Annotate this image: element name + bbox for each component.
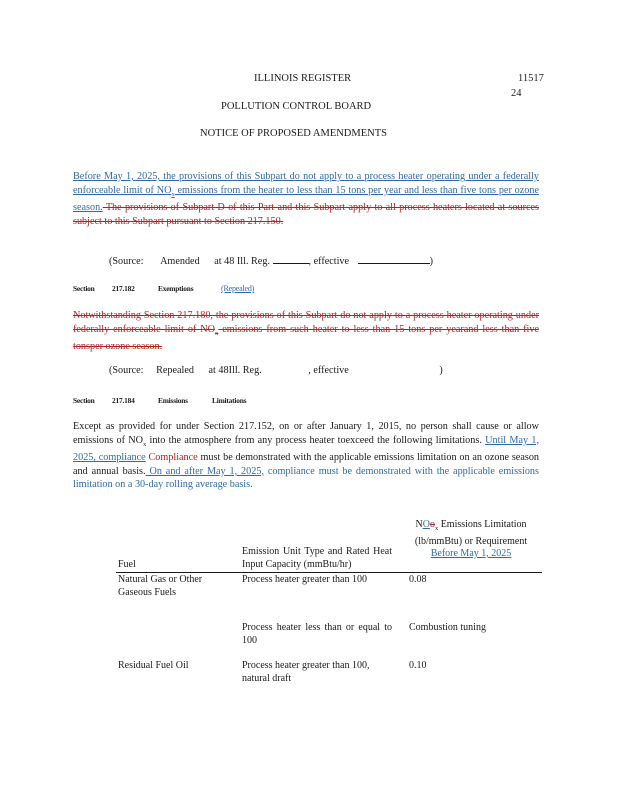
source-close: ) (439, 365, 443, 376)
inserted-date-header: Before May 1, 2025 (430, 548, 512, 559)
struck-compliance-text: Compliance (145, 452, 198, 464)
inserted-text: Before May 1, 2025, the provisions of this Subpart do not apply to a process heater operating under a federally enforceable limit of NO (73, 171, 539, 196)
fuel-column-header: Fuel (118, 559, 136, 570)
source-effective: , effective (308, 365, 349, 376)
source-action: Repealed (156, 365, 194, 376)
blank-line (273, 254, 309, 264)
source-citation: at 48Ill. Reg. (208, 365, 262, 376)
header-text: Emissions Limitation (lb/mmBtu) or Requirement (414, 519, 528, 547)
table-row-unit: Process heater less than or equal to 100 (242, 622, 392, 646)
table-row-limit: 0.08 (409, 574, 427, 585)
table-row-unit: Process heater greater than 100 (242, 574, 367, 585)
source-note-amended (109, 254, 433, 267)
body-text: must be demonstrated with the applicable emissions limitation on an ozone season and annual basis. (73, 452, 540, 477)
table-row-fuel: Natural Gas or Other Gaseous Fuels (118, 574, 203, 598)
inserted-text-continued: compliance must be demonstrated with the applicable emissions limitation on a 30-day rolling average basis. (73, 465, 539, 491)
inserted-text: emissions from the heater to less than 15 tons per year and less than five tons per ozone season. (73, 184, 539, 214)
deleted-text: emissions from such heater to less than 15 tons per yearand less than five tonsper ozone season. (73, 323, 539, 353)
deleted-text: The provisions of Subpart D of this Part and this Subpart apply to all process heaters located at sources subject to this Subpart pursuant to Section 217.150. (73, 202, 539, 227)
table-row-unit: Process heater greater than 100, natural draft (242, 660, 370, 684)
section-title: Emissions (158, 396, 188, 405)
source-action: Amended (160, 256, 200, 267)
body-text: into the atmosphere from any process heater toexceed the following limitations. (146, 434, 482, 446)
table-row-limit: Combustion tuning (409, 622, 486, 633)
subpart-applicability-paragraph (73, 170, 539, 228)
subscript-x: x (171, 190, 175, 198)
subscript-x: x (142, 440, 147, 448)
table-row-fuel: Residual Fuel Oil (118, 660, 189, 671)
section-title-continued: Limitations (212, 396, 247, 405)
source-note-repealed (109, 365, 443, 376)
section-label: Section (73, 396, 95, 405)
blank-line (358, 254, 430, 264)
inserted-text: Until May 1, 2025, compliance (73, 434, 539, 464)
emissions-limitations-paragraph (73, 420, 539, 492)
limit-column-header (405, 519, 537, 561)
board-title: POLLUTION CONTROL BOARD (221, 101, 372, 112)
source-label: (Source: (109, 256, 144, 267)
inserted-text: On and after May 1, 2025, (145, 465, 264, 477)
inserted-letter: O (422, 519, 430, 530)
section-status-repealed: (Repealed) (221, 284, 255, 293)
deleted-text: Notwithstanding Section 217.180, the provisions of this Subpart do not apply to a process heater operating under federally enforceable limit of NO (73, 310, 539, 335)
section-number: 217.182 (112, 284, 135, 293)
register-title: ILLINOIS REGISTER (254, 73, 352, 84)
body-text: Except as provided for under Section 217.152, on or after January 1, 2015, no person shall cause or allow emissions of NO (73, 421, 539, 446)
header-text: N (415, 519, 423, 530)
page-sub-number: 24 (511, 88, 522, 99)
subscript-x: x (214, 329, 219, 337)
unit-column-header: Emission Unit Type and Rated Heat Input Capacity (mmBtu/hr) (242, 546, 392, 570)
source-citation: at 48 Ill. Reg. (214, 256, 270, 267)
table-row-limit: 0.10 (409, 660, 427, 671)
source-close: ) (429, 256, 434, 267)
page-number: 11517 (518, 73, 544, 84)
subscript-x: x (434, 525, 439, 532)
exemption-paragraph (73, 309, 539, 354)
source-label: (Source: (109, 365, 144, 376)
source-effective: , effective (308, 256, 350, 267)
section-number: 217.184 (112, 396, 135, 405)
notice-title: NOTICE OF PROPOSED AMENDMENTS (200, 128, 387, 139)
section-label: Section (73, 284, 95, 293)
table-header-rule (116, 572, 542, 573)
deleted-letter: o (429, 519, 435, 530)
section-title: Exemptions (158, 284, 194, 293)
